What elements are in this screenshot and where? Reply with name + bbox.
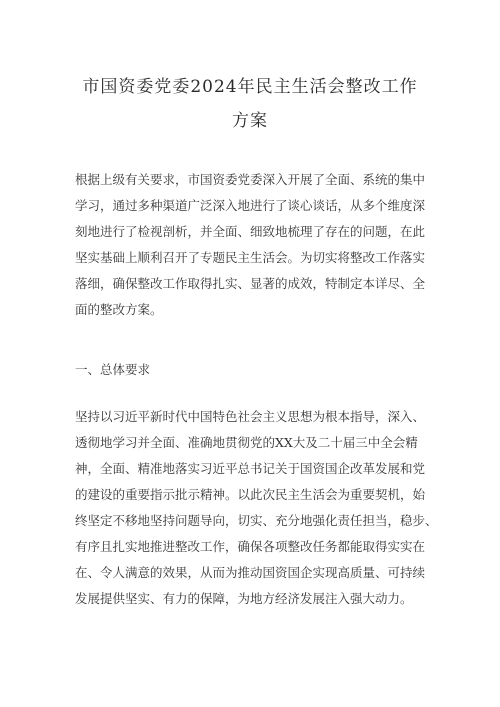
intro-line: 面的整改方案。 [75,302,163,317]
intro-line: 根据上级有关要求，市国资委党委深入开展了全面、系统的集中 [75,172,426,187]
section1-line: 有序且扎实地推进整改工作，确保各项整改任务都能取得实实在 [75,539,426,554]
section1-line: 透彻地学习并全面、准确地贯彻党的XX大及二十届三中全会精 [75,435,418,450]
section1-line: 在、令人满意的效果，从而为推动国资国企实现高质量、可持续 [75,565,426,580]
intro-line: 学习，通过多种渠道广泛深入地进行了谈心谈话，从多个维度深 [75,198,426,213]
intro-line: 坚实基础上顺利召开了专题民主生活会。为切实将整改工作落实 [75,250,426,265]
section-heading-general-requirements: 一、总体要求 [75,362,151,377]
section1-line: 的建设的重要指示批示精神。以此次民主生活会为重要契机，始 [75,487,426,502]
document-title-line-2: 方案 [232,111,268,131]
document-title-line-1: 市国资委党委2024年民主生活会整改工作 [82,77,418,97]
intro-line: 落细，确保整改工作取得扎实、显著的成效，特制定本详尽、全 [75,276,426,291]
section1-line: 终坚定不移地坚持问题导向，切实、充分地强化责任担当，稳步、 [75,513,438,528]
intro-line: 刻地进行了检视剖析，并全面、细致地梳理了存在的问题，在此 [75,224,426,239]
section1-line: 发展提供坚实、有力的保障，为地方经济发展注入强大动力。 [75,591,413,606]
section1-line: 神，全面、精准地落实习近平总书记关于国资国企改革发展和党 [75,461,426,476]
section1-line: 坚持以习近平新时代中国特色社会主义思想为根本指导，深入、 [75,409,426,424]
